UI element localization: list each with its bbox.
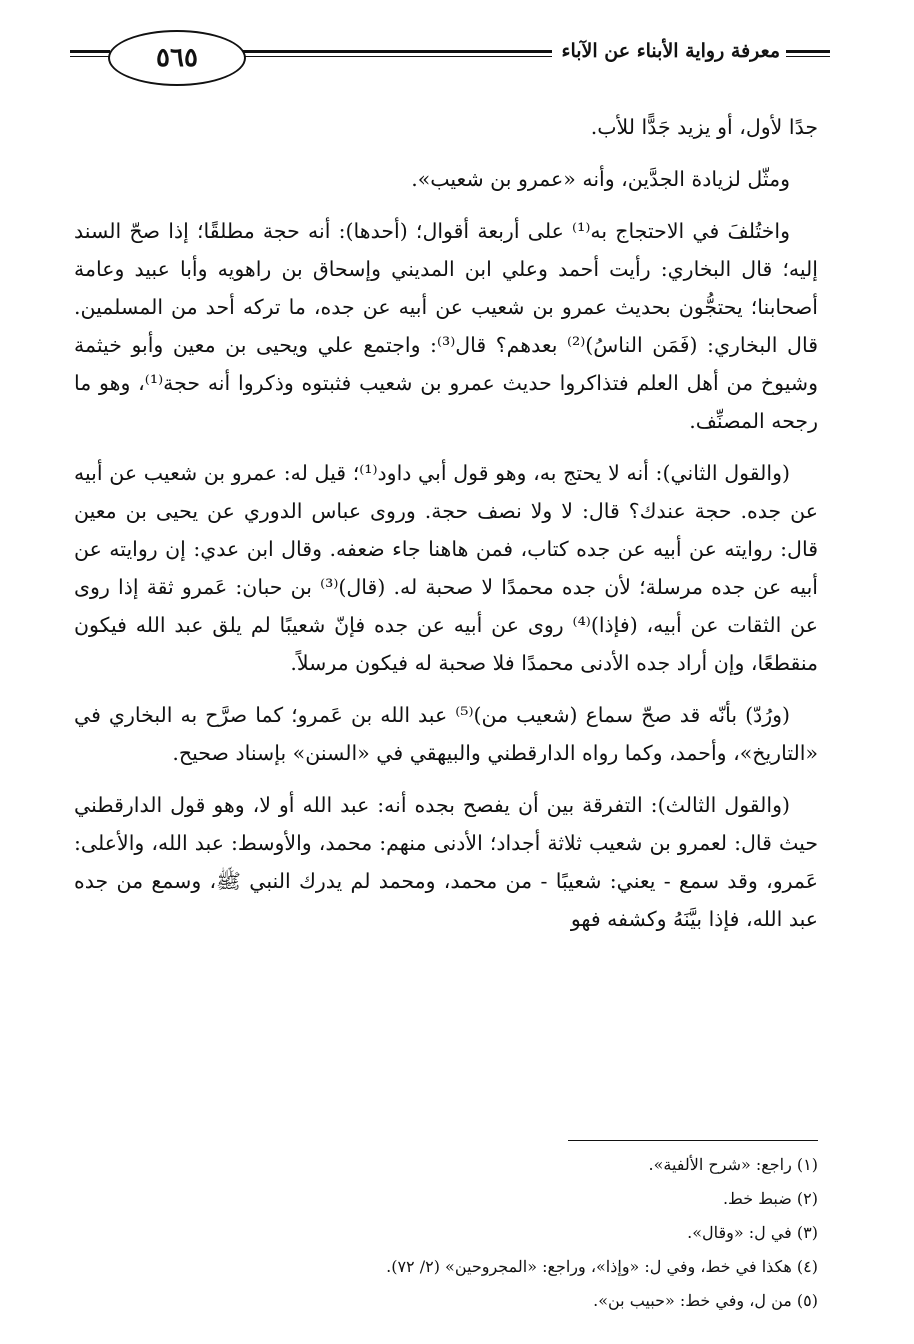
footnote-2: (٢) ضبط خط. <box>722 1189 818 1208</box>
header-rule-middle <box>240 50 552 57</box>
page-number: ٥٦٥ <box>108 30 246 86</box>
header-rule-right <box>786 50 830 57</box>
footnote-3: (٣) في ل: «وقال». <box>687 1223 818 1242</box>
paragraph-2: ومثّل لزيادة الجدَّين، وأنه «عمرو بن شعيب». <box>411 167 790 191</box>
footnote-5: (٥) من ل، وفي خط: «حبيب بن». <box>593 1291 818 1310</box>
page-header <box>70 26 830 86</box>
paragraph-6: (والقول الثالث): التفرقة بين أن يفصح بجده أنه: عبد الله أو لا، وهو قول الدارقطني حيث قال: لعمرو بن شعيب ثلاثة أجداد؛ الأدنى منهم: محمد، والأوسط: عبد الله، والأعلى: عَمرو، وقد سمع - يعني: شعيبًا - من محمد، ومحمد لم يدرك النبي ﷺ، وسمع من جده عبد الله، فإذا بيَّنَهُ وكشفه فهو <box>74 793 818 931</box>
footnote-1: (١) راجع: «شرح الألفية». <box>648 1155 818 1174</box>
footnote-4: (٤) هكذا في خط، وفي ل: «وإذا»، وراجع: «المجروحين» (٢/ ٧٢). <box>386 1257 818 1276</box>
paragraph-3: واختُلفَ في الاحتجاج به⁽¹⁾ على أربعة أقوال؛ (أحدها): أنه حجة مطلقًا؛ إذا صحّ السند إليه؛ قال البخاري: رأيت أحمد وعلي ابن المديني وإسحاق بن راهويه وأبا عبيد وعامة أصحابنا؛ يحتجُّون بحديث عمرو بن شعيب عن أبيه عن جده، ما تركه أحد من المسلمين. قال البخاري: (فَمَن الناسُ)⁽²⁾ بعدهم؟ قال⁽³⁾: واجتمع علي ويحيى بن معين وأبو خيثمة وشيوخ من أهل العلم فتذاكروا حديث عمرو بن شعيب فثبتوه وذكروا أنه حجة⁽¹⁾، وهو ما رجحه المصنِّف. <box>74 219 819 433</box>
paragraph-1: جدًا لأول، أو يزيد جَدًّا للأب. <box>590 115 818 139</box>
header-rule-left <box>70 50 110 57</box>
footnotes <box>74 1148 818 1318</box>
paragraph-5: (ورُدّ) بأنّه قد صحّ سماع (شعيب من)⁽⁵⁾ عبد الله بن عَمرو؛ كما صرَّح به البخاري في «التاريخ»، وأحمد، وكما رواه الدارقطني والبيهقي في «السنن» بإسناد صحيح. <box>74 703 818 765</box>
main-text <box>74 108 818 952</box>
running-title: معرفة رواية الأبناء عن الآباء <box>561 40 780 62</box>
footnote-separator <box>568 1140 818 1141</box>
paragraph-4: (والقول الثاني): أنه لا يحتج به، وهو قول أبي داود⁽¹⁾؛ قيل له: عمرو بن شعيب عن أبيه عن جده. حجة عندك؟ قال: لا ولا نصف حجة. وروى عباس الدوري عن يحيى بن معين قال: روايته عن أبيه عن جده كتاب، فمن هاهنا جاء ضعفه. وقال ابن عدي: إن روايته عن أبيه عن جده مرسلة؛ لأن جده محمدًا لا صحبة له. (قال)⁽³⁾ بن حبان: عَمرو ثقة إذا روى عن الثقات عن أبيه، (فإذا)⁽⁴⁾ روى عن أبيه عن جده فإنّ شعيبًا لم يلق عبد الله فيكون منقطعًا، وإن أراد جده الأدنى محمدًا فلا صحبة له فيكون مرسلاً. <box>74 461 818 675</box>
